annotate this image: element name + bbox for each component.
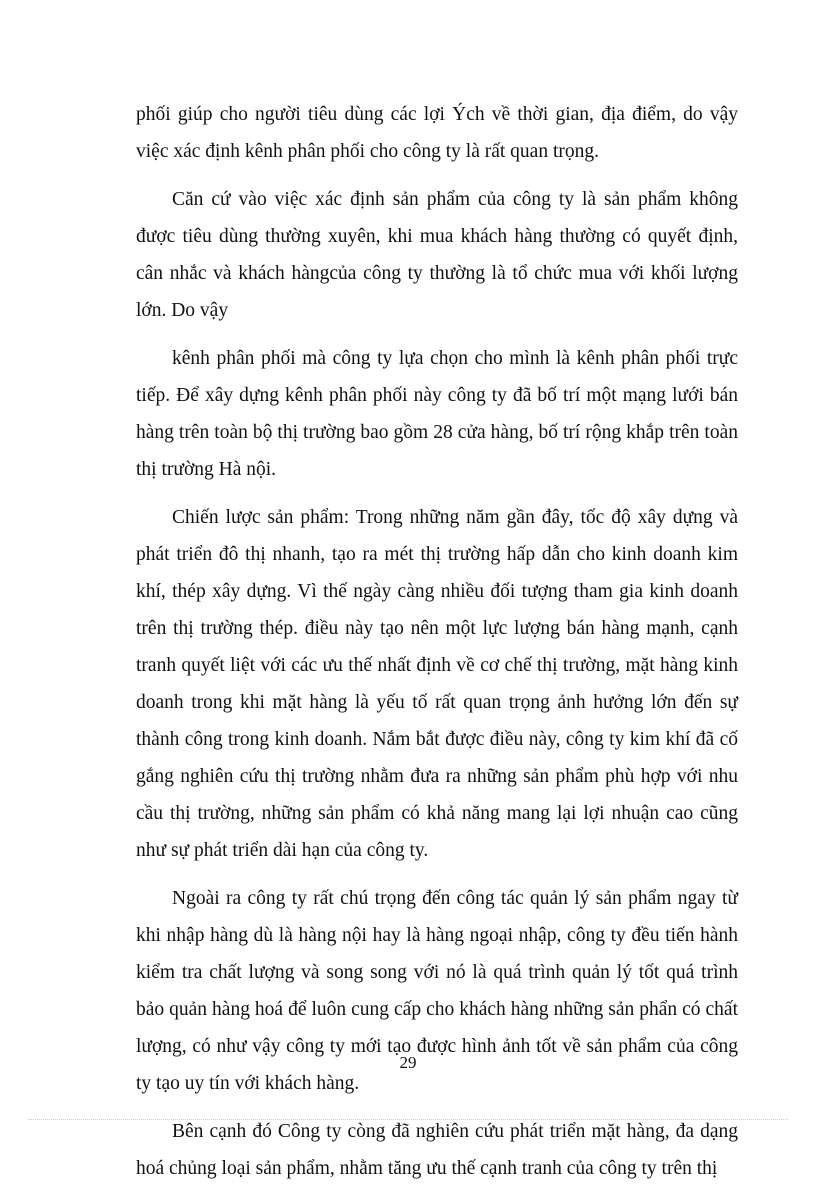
paragraph-product-development: Bên cạnh đó Công ty còng đã nghiên cứu phát triển mặt hàng, đa dạng hoá chủng loại sản phẩm, nhằm tăng ưu thế cạnh tranh của công ty trên thị xyxy=(136,1121,738,1179)
paragraph-continuation: phối giúp cho người tiêu dùng các lợi Ých về thời gian, địa điểm, do vậy việc xác định kênh phân phối cho công ty là rất quan trọng. xyxy=(136,104,738,162)
paragraph-product-consumption: Căn cứ vào việc xác định sản phẩm của công ty là sản phẩm không được tiêu dùng thường xuyên, khi mua khách hàng thường có quyết định, cân nhắc và khách hàngcủa công ty thường là tổ chức mua với khối lượng lớn. Do vậy xyxy=(136,189,738,321)
paragraph-distribution-channel: kênh phân phối mà công ty lựa chọn cho mình là kênh phân phối trực tiếp. Để xây dựng kênh phân phối này công ty đã bố trí một mạng lưới bán hàng trên toàn bộ thị trường bao gồm 28 cửa hàng, bố trí rộng khắp trên toàn thị trường Hà nội. xyxy=(136,348,738,480)
paragraph-product-strategy: Chiến lược sản phẩm: Trong những năm gần đây, tốc độ xây dựng và phát triển đô thị nhanh, tạo ra mét thị trường hấp dẫn cho kinh doanh kim khí, thép xây dựng. Vì thế ngày càng nhiều đối tượng tham gia kinh doanh trên thị trường thép. điều này tạo nên một lực lượng bán hàng mạnh, cạnh tranh quyết liệt với các ưu thế nhất định về cơ chế thị trường, mặt hàng kinh doanh trong khi mặt hàng là yếu tố rất quan trọng ảnh hưởng lớn đến sự thành công trong kinh doanh. Nắm bắt được điều này, công ty kim khí đã cố gắng nghiên cứu thị trường nhằm đưa ra những sản phẩm phù hợp với nhu cầu thị trường, những sản phẩm có khả năng mang lại lợi nhuận cao cũng như sự phát triển dài hạn của công ty. xyxy=(136,507,738,861)
page-number: 29 xyxy=(399,1053,417,1072)
body-text xyxy=(136,96,738,1198)
page-bottom-divider xyxy=(28,1119,788,1120)
paragraph-product-management: Ngoài ra công ty rất chú trọng đến công tác quản lý sản phẩm ngay từ khi nhập hàng dù là hàng nội hay là hàng ngoại nhập, công ty đều tiến hành kiểm tra chất lượng và song song với nó là quá trình quản lý tốt quá trình bảo quản hàng hoá để luôn cung cấp cho khách hàng những sản phẩn có chất lượng, có như vậy công ty mới tạo được hình ảnh tốt về sản phẩm của công ty tạo uy tín với khách hàng. xyxy=(136,888,738,1094)
